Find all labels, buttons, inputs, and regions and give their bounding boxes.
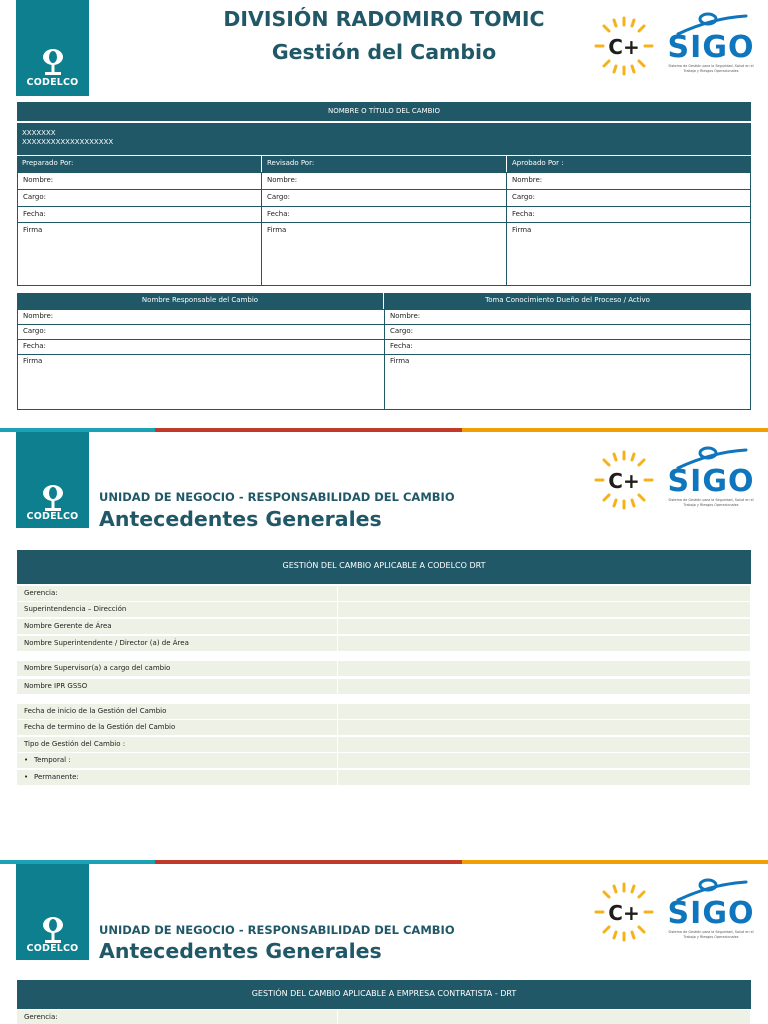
change-name-field[interactable] (17, 122, 751, 155)
c-plus-label: C+ (608, 901, 640, 925)
responsible-nombre-field[interactable]: Nombre: (23, 312, 54, 320)
sigo-logo (664, 12, 758, 74)
codelco-logo (16, 864, 89, 960)
table-row[interactable] (17, 1010, 750, 1024)
codelco-table-header: GESTIÓN DEL CAMBIO APLICABLE A CODELCO DRT (17, 550, 751, 584)
row-label: Temporal : (34, 756, 71, 764)
slide3-color-bar (0, 860, 768, 864)
approved-cargo-field[interactable]: Cargo: (512, 193, 536, 201)
row-label: Nombre Superintendente / Director (a) de Área (24, 639, 189, 647)
approved-by-header: Aprobado Por : (507, 156, 751, 173)
bullet-icon: • (24, 773, 29, 781)
owner-nombre-field[interactable]: Nombre: (390, 312, 421, 320)
contractor-table-header: GESTIÓN DEL CAMBIO APLICABLE A EMPRESA CONTRATISTA - DRT (17, 980, 751, 1009)
sun-c-plus-logo (592, 448, 656, 512)
sun-c-plus-icon (592, 14, 656, 78)
sun-c-plus-logo (592, 880, 656, 944)
codelco-logo-icon (42, 48, 64, 78)
prepared-firma-field[interactable]: Firma (23, 226, 43, 234)
reviewed-fecha-field[interactable]: Fecha: (267, 210, 290, 218)
prepared-by-header: Preparado Por: (17, 156, 262, 173)
section-title: Antecedentes Generales (99, 939, 382, 963)
table-row[interactable] (17, 586, 750, 601)
prepared-fecha-field[interactable]: Fecha: (23, 210, 46, 218)
owner-acknowledgement-header: Toma Conocimiento Dueño del Proceso / Activo (384, 293, 751, 309)
row-label: Tipo de Gestión del Cambio : (24, 740, 126, 748)
approved-firma-field[interactable]: Firma (512, 226, 532, 234)
codelco-wordmark: CODELCO (26, 943, 79, 954)
responsible-firma-field[interactable]: Firma (23, 357, 43, 365)
change-name-line1: XXXXXXX (22, 129, 56, 137)
sun-c-plus-icon (592, 448, 656, 512)
codelco-wordmark: CODELCO (26, 511, 79, 522)
codelco-logo-icon (42, 916, 64, 946)
table1-header: NOMBRE O TÍTULO DEL CAMBIO (17, 102, 751, 121)
approved-fecha-field[interactable]: Fecha: (512, 210, 535, 218)
table-row[interactable] (17, 679, 750, 694)
table-row[interactable] (17, 720, 750, 735)
sigo-tagline: Sistema de Gestión para la Seguridad, Salud en el Trabajo y Riesgos Operacionales (668, 930, 754, 939)
row-label: Fecha de termino de la Gestión del Cambio (24, 723, 176, 731)
sun-c-plus-icon (592, 880, 656, 944)
sigo-logo (664, 446, 758, 508)
document-title: Gestión del Cambio (271, 40, 497, 64)
codelco-wordmark: CODELCO (26, 77, 79, 88)
bullet-icon: • (24, 756, 29, 764)
owner-fecha-field[interactable]: Fecha: (390, 342, 413, 350)
approved-nombre-field[interactable]: Nombre: (512, 176, 543, 184)
table-row[interactable] (17, 770, 750, 785)
table-row[interactable] (17, 619, 750, 634)
c-plus-label: C+ (608, 469, 640, 493)
unit-title: UNIDAD DE NEGOCIO - RESPONSABILIDAD DEL CAMBIO (99, 490, 455, 504)
c-plus-label: C+ (608, 35, 640, 59)
owner-cargo-field[interactable]: Cargo: (390, 327, 414, 335)
sun-c-plus-logo (592, 14, 656, 78)
sigo-wordmark: SIGO (667, 896, 755, 931)
sigo-logo (664, 878, 758, 940)
prepared-cargo-field[interactable]: Cargo: (23, 193, 47, 201)
section-title: Antecedentes Generales (99, 507, 382, 531)
codelco-logo (16, 0, 89, 96)
table-row[interactable] (17, 753, 750, 768)
row-label: Gerencia: (24, 589, 58, 597)
row-label: Nombre Gerente de Área (24, 622, 112, 630)
responsible-cargo-field[interactable]: Cargo: (23, 327, 47, 335)
row-label: Gerencia: (24, 1013, 58, 1021)
codelco-logo-icon (42, 484, 64, 514)
reviewed-cargo-field[interactable]: Cargo: (267, 193, 291, 201)
table-row[interactable] (17, 602, 750, 617)
reviewed-by-header: Revisado Por: (262, 156, 507, 173)
row-label: Superintendencia – Dirección (24, 605, 127, 613)
sigo-wordmark: SIGO (667, 30, 755, 65)
responsible-header: Nombre Responsable del Cambio (17, 293, 384, 309)
division-title: DIVISIÓN RADOMIRO TOMIC (223, 7, 545, 31)
sigo-tagline: Sistema de Gestión para la Seguridad, Salud en el Trabajo y Riesgos Operacionales (668, 498, 754, 507)
owner-firma-field[interactable]: Firma (390, 357, 410, 365)
table-row[interactable] (17, 636, 750, 651)
prepared-nombre-field[interactable]: Nombre: (23, 176, 54, 184)
table-row[interactable] (17, 737, 750, 752)
reviewed-firma-field[interactable]: Firma (267, 226, 287, 234)
codelco-logo (16, 432, 89, 528)
reviewed-nombre-field[interactable]: Nombre: (267, 176, 298, 184)
unit-title: UNIDAD DE NEGOCIO - RESPONSABILIDAD DEL CAMBIO (99, 923, 455, 937)
table-row[interactable] (17, 704, 750, 719)
row-label: Nombre Supervisor(a) a cargo del cambio (24, 664, 171, 672)
responsible-fecha-field[interactable]: Fecha: (23, 342, 46, 350)
table-row[interactable] (17, 661, 750, 676)
sigo-wordmark: SIGO (667, 464, 755, 499)
row-label: Fecha de inicio de la Gestión del Cambio (24, 707, 167, 715)
change-name-line2: XXXXXXXXXXXXXXXXXXX (22, 138, 114, 146)
slide2-color-bar (0, 428, 768, 432)
sigo-tagline: Sistema de Gestión para la Seguridad, Salud en el Trabajo y Riesgos Operacionales (668, 64, 754, 73)
row-label: Nombre IPR GSSO (24, 682, 88, 690)
row-label: Permanente: (34, 773, 79, 781)
